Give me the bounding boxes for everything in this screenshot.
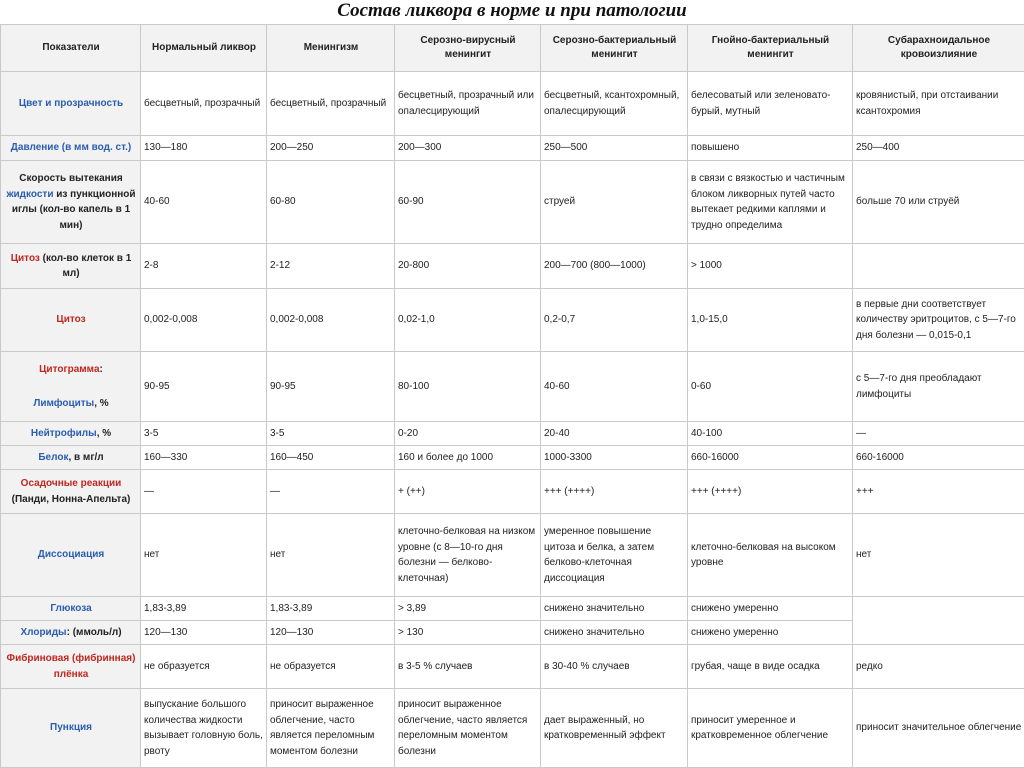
table-cell: +++ [853,470,1024,514]
table-row [1,597,1024,621]
cytosis-label-post: (кол-во клеток в 1 мл) [40,253,131,280]
flow-label-post: из пункционной иглы (кол-во капель в 1 мин) [12,189,136,231]
row-label-lymphocytes [1,352,141,422]
table-cell: 160 и более до 1000 [395,446,541,470]
table-cell: в 30-40 % случаев [541,645,688,689]
table-cell: 130—180 [141,136,267,161]
row-label-color [1,72,141,136]
table-cell: дает выраженный, но кратковременный эффект [541,689,688,768]
pressure-link[interactable]: Давление (в мм вод. ст.) [11,142,131,153]
row-label-puncture [1,689,141,768]
table-cell: > 3,89 [395,597,541,621]
table-cell [853,244,1024,289]
table-row [1,289,1024,352]
table-cell: 160—450 [267,446,395,470]
fluid-link[interactable]: жидкости [6,189,53,200]
table-row [1,136,1024,161]
row-label-cytosis-count [1,244,141,289]
table-row [1,645,1024,689]
table-cell: больше 70 или струёй [853,161,1024,244]
row-label-pressure [1,136,141,161]
table-cell: 3-5 [267,422,395,446]
table-cell: 1,83-3,89 [267,597,395,621]
fibrin-link[interactable]: Фибриновая (фибринная) плёнка [7,653,136,680]
table-cell: 200—250 [267,136,395,161]
table-cell: 120—130 [141,621,267,645]
table-cell: клеточно-белковая на высоком уровне [688,514,853,597]
glucose-link[interactable]: Глюкоза [50,603,91,614]
table-cell: 20-800 [395,244,541,289]
header-purulent: Гнойно-бактериальный менингит [688,25,853,72]
row-label-cytosis [1,289,141,352]
table-cell: 160—330 [141,446,267,470]
table-cell: 60-80 [267,161,395,244]
flow-label-pre: Скорость вытекания [19,173,122,184]
cytogram-link[interactable]: Цитограмма [39,364,99,375]
table-cell: снижено значительно [541,621,688,645]
table-row [1,352,1024,422]
table-cell: + (++) [395,470,541,514]
lymphocytes-unit: , % [94,398,108,409]
sediment-label-post: (Панди, Нонна-Апельта) [12,494,131,505]
table-cell: нет [141,514,267,597]
table-cell: 660-16000 [688,446,853,470]
table-cell: струей [541,161,688,244]
table-cell: белесоватый или зеленовато-бурый, мутный [688,72,853,136]
row-label-sediment [1,470,141,514]
table-cell: > 130 [395,621,541,645]
table-cell: с 5—7-го дня преобладают лимфоциты [853,352,1024,422]
row-label-dissociation [1,514,141,597]
table-row [1,422,1024,446]
chlorides-unit: : (ммоль/л) [67,627,122,638]
table-cell: +++ (++++) [688,470,853,514]
table-cell: — [853,422,1024,446]
table-cell: 200—700 (800—1000) [541,244,688,289]
table-cell: нет [267,514,395,597]
table-cell: > 1000 [688,244,853,289]
table-cell: снижено умеренно [688,621,853,645]
table-cell: кровянистый, при отстаивании ксантохромия [853,72,1024,136]
table-cell: 0-20 [395,422,541,446]
table-row [1,244,1024,289]
table-cell: повышено [688,136,853,161]
table-cell: выпускание большого количества жидкости вызывает головную боль, рвоту [141,689,267,768]
header-row [1,25,1024,72]
table-cell: нет [853,514,1024,597]
table-cell: в связи с вязкостью и частичным блоком ликворных путей часто вытекает редкими каплями и трудно определима [688,161,853,244]
page-title: Состав ликвора в норме и при патологии [0,0,1024,22]
csf-table [0,24,1024,768]
header-subarachnoid: Субарахноидальное кровоизлияние [853,25,1024,72]
table-cell: редко [853,645,1024,689]
table-cell: снижено значительно [541,597,688,621]
table-row [1,161,1024,244]
table-row [1,689,1024,768]
row-label-chlorides [1,621,141,645]
table-cell-empty [853,597,1024,645]
row-label-neutrophils [1,422,141,446]
table-cell: бесцветный, прозрачный [267,72,395,136]
lymphocytes-link[interactable]: Лимфоциты [33,398,94,409]
chlorides-link[interactable]: Хлориды [20,627,66,638]
table-cell: 2-8 [141,244,267,289]
table-cell: снижено умеренно [688,597,853,621]
table-cell: не образуется [141,645,267,689]
table-cell: 250—500 [541,136,688,161]
table-cell: 0,2-0,7 [541,289,688,352]
table-cell: 200—300 [395,136,541,161]
table-row [1,514,1024,597]
cytogram-colon: : [100,364,103,375]
table-cell: в первые дни соответствует количеству эритроцитов, с 5—7-го дня болезни — 0,015-0,1 [853,289,1024,352]
table-cell: бесцветный, ксантохромный, опалесцирующий [541,72,688,136]
table-cell: — [267,470,395,514]
table-cell: приносит значительное облегчение [853,689,1024,768]
puncture-link[interactable]: Пункция [50,722,92,733]
row-label-protein [1,446,141,470]
protein-unit: , в мг/л [68,452,103,463]
table-cell: +++ (++++) [541,470,688,514]
color-link[interactable]: Цвет и прозрачность [19,98,123,109]
table-cell: 2-12 [267,244,395,289]
row-label-fibrin [1,645,141,689]
header-serous-viral: Серозно-вирусный менингит [395,25,541,72]
row-label-flow [1,161,141,244]
table-cell: приносит выраженное облегчение, часто является переломным моментом болезни [395,689,541,768]
table-cell: 0,002-0,008 [141,289,267,352]
header-serous-bacterial: Серозно-бактериальный менингит [541,25,688,72]
table-cell: 0-60 [688,352,853,422]
table-row [1,446,1024,470]
header-indicators: Показатели [1,25,141,72]
protein-link[interactable]: Белок [38,452,68,463]
table-cell: 40-60 [141,161,267,244]
cytosis-link-2[interactable]: Цитоз [56,314,85,325]
table-cell: не образуется [267,645,395,689]
table-cell: 20-40 [541,422,688,446]
table-cell: бесцветный, прозрачный или опалесцирующий [395,72,541,136]
neutrophils-link[interactable]: Нейтрофилы [31,428,97,439]
table-cell: клеточно-белковая на низком уровне (с 8—10-го дня болезни — белково-клеточная) [395,514,541,597]
table-cell: бесцветный, прозрачный [141,72,267,136]
table-cell: 0,02-1,0 [395,289,541,352]
neutrophils-unit: , % [97,428,111,439]
table-cell: 1000-3300 [541,446,688,470]
table-row [1,72,1024,136]
row-label-glucose [1,597,141,621]
table-cell: 60-90 [395,161,541,244]
table-cell: приносит умеренное и кратковременное облегчение [688,689,853,768]
table-cell: 660-16000 [853,446,1024,470]
table-row [1,470,1024,514]
table-cell: грубая, чаще в виде осадка [688,645,853,689]
table-cell: 250—400 [853,136,1024,161]
table-cell: 120—130 [267,621,395,645]
header-normal: Нормальный ликвор [141,25,267,72]
table-cell: 40-60 [541,352,688,422]
table-cell: приносит выраженное облегчение, часто является переломным моментом болезни [267,689,395,768]
table-cell: 90-95 [141,352,267,422]
cytosis-link[interactable]: Цитоз [11,253,40,264]
dissociation-link[interactable]: Диссоциация [38,549,105,560]
table-cell: 40-100 [688,422,853,446]
table-cell: 1,83-3,89 [141,597,267,621]
table-cell: 90-95 [267,352,395,422]
table-cell: 0,002-0,008 [267,289,395,352]
table-cell: 1,0-15,0 [688,289,853,352]
header-meningism: Менингизм [267,25,395,72]
table-cell: 3-5 [141,422,267,446]
sediment-link[interactable]: Осадочные реакции [21,478,122,489]
table-cell: — [141,470,267,514]
table-cell: в 3-5 % случаев [395,645,541,689]
table-cell: умеренное повышение цитоза и белка, а затем белково-клеточная диссоциация [541,514,688,597]
table-cell: 80-100 [395,352,541,422]
